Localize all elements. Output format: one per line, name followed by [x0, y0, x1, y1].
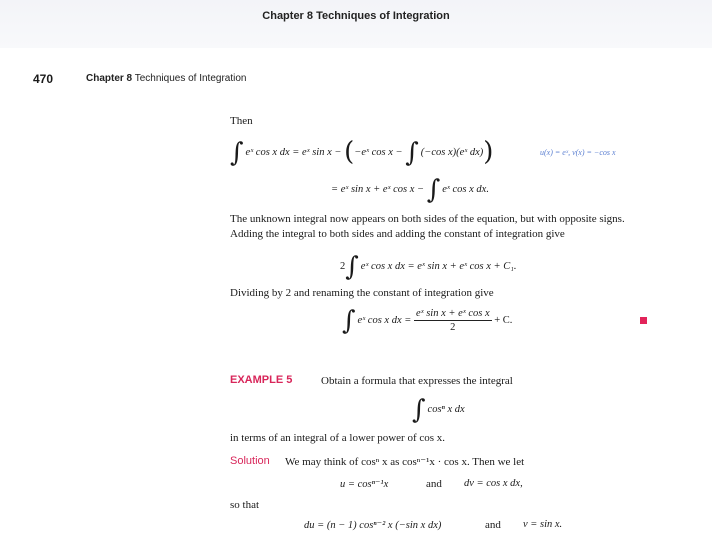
example-text: Obtain a formula that expresses the integral	[321, 375, 513, 387]
equation-1	[230, 137, 494, 168]
running-head-chapter: Chapter 8	[86, 73, 133, 84]
eq6-u: u = cosⁿ⁻¹x	[340, 479, 389, 490]
right-paren: )	[483, 137, 494, 167]
running-head-title: Techniques of Integration	[134, 73, 247, 84]
eq6-dv: dv = cos x dx,	[464, 478, 523, 489]
integral-sign: ∫	[426, 175, 441, 205]
equation-4	[342, 305, 513, 336]
integral-sign: ∫	[342, 305, 356, 336]
integral-sign: ∫	[230, 138, 244, 168]
eq2-int: eˣ cos x dx.	[442, 184, 489, 195]
eq3-coef: 2	[340, 261, 346, 272]
book-page	[0, 52, 712, 536]
paragraph-1-line-1: The unknown integral now appears on both sides of the equation, but with opposite signs.	[230, 213, 625, 225]
paragraph-2: Dividing by 2 and renaming the constant of integration give	[230, 287, 494, 299]
running-head	[86, 73, 246, 84]
margin-note: u(x) = eˣ, v(x) = −cos x	[540, 148, 616, 157]
viewer-title: Chapter 8 Techniques of Integration	[262, 10, 450, 22]
integral-sign: ∫	[405, 138, 419, 168]
equation-3	[340, 252, 517, 282]
eq3-body: eˣ cos x dx = eˣ sin x + eˣ cos x + C₁.	[360, 261, 517, 272]
eq1-inner: −eˣ cos x −	[354, 147, 403, 158]
viewer-toolbar	[0, 0, 712, 48]
solution-text: We may think of cosⁿ x as cosⁿ⁻¹x · cos x. Then we let	[285, 456, 525, 468]
paragraph-1-line-2: Adding the integral to both sides and adding the constant of integration give	[230, 228, 565, 240]
fraction-denominator: 2	[450, 322, 456, 333]
equation-2	[331, 175, 489, 205]
fraction	[414, 308, 492, 333]
example-label: EXAMPLE 5	[230, 374, 293, 386]
so-that-text: so that	[230, 499, 260, 511]
eq4-lhs: eˣ cos x dx =	[357, 314, 412, 326]
eq7-v: v = sin x.	[523, 519, 563, 530]
left-paren: (	[344, 137, 355, 167]
eq7-du: du = (n − 1) cosⁿ⁻² x (−sin x dx)	[304, 520, 442, 531]
end-of-example-mark	[640, 317, 647, 324]
fraction-numerator: eˣ sin x + eˣ cos x	[415, 308, 490, 319]
equation-5	[412, 395, 465, 425]
then-text: Then	[230, 115, 253, 127]
eq1-lhs: eˣ cos x dx = eˣ sin x −	[245, 147, 342, 158]
eq1-inner2: (−cos x)(eˣ dx)	[420, 147, 484, 158]
page-number: 470	[33, 72, 54, 86]
eq5: cosⁿ x dx	[427, 404, 465, 415]
eq2-lhs: = eˣ sin x + eˣ cos x −	[331, 184, 425, 195]
eq7-and: and	[485, 519, 501, 531]
solution-label: Solution	[230, 455, 270, 467]
integral-sign: ∫	[345, 252, 359, 282]
eq4-tail: + C.	[494, 314, 513, 326]
integral-sign: ∫	[412, 395, 426, 425]
eq6-and: and	[426, 478, 442, 490]
paragraph-3: in terms of an integral of a lower power of cos x.	[230, 432, 446, 444]
